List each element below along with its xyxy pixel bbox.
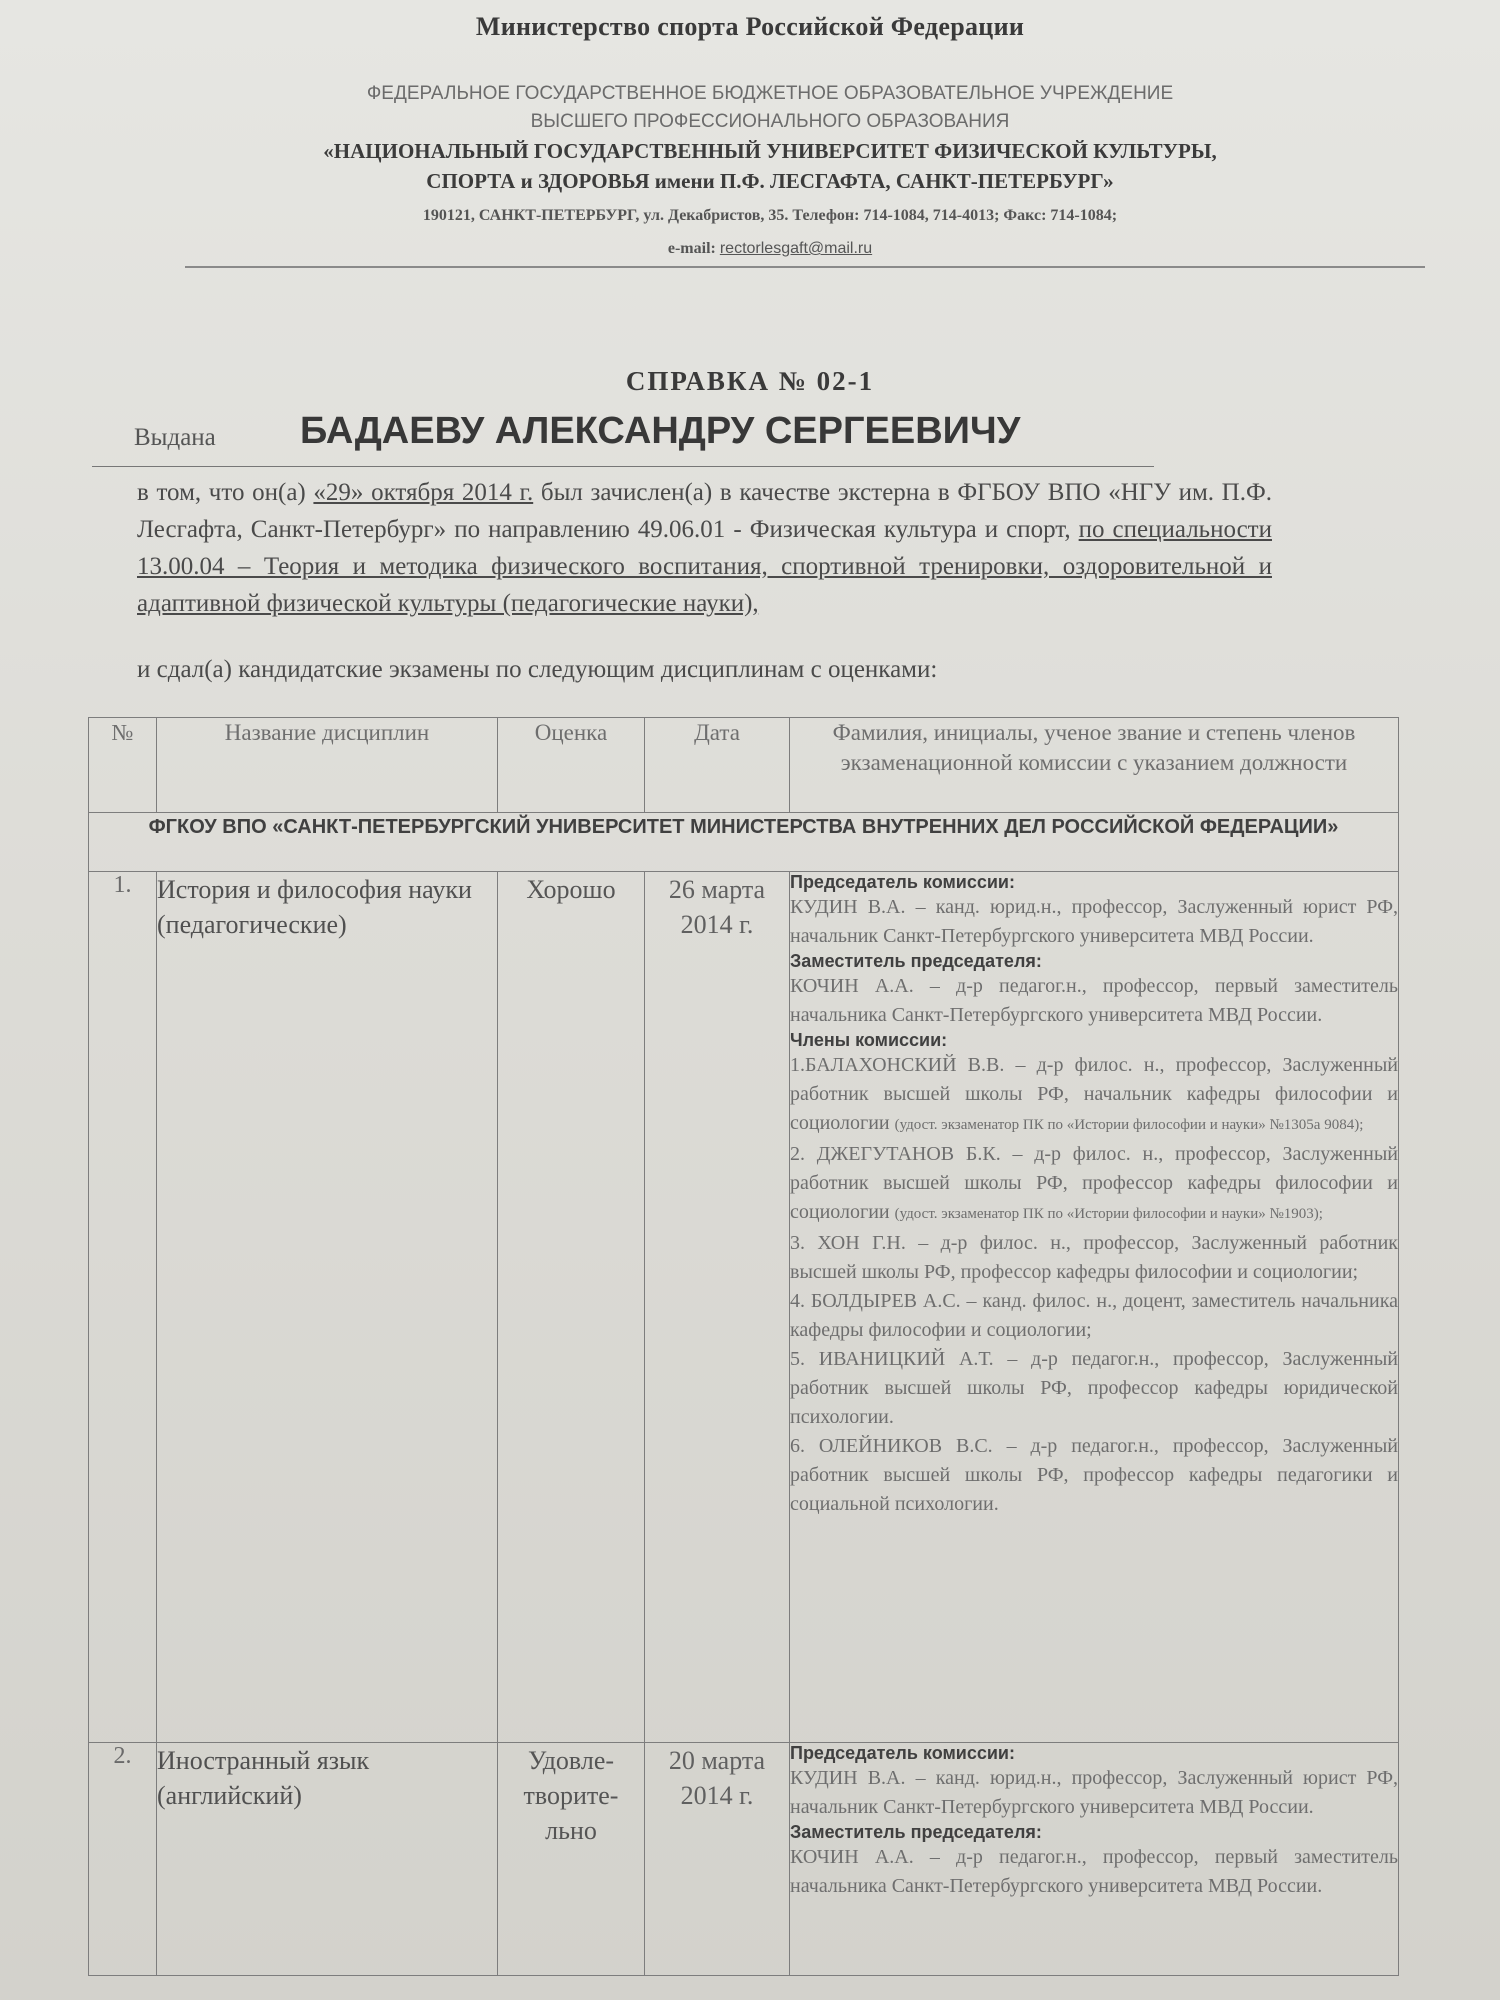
exams-table: [88, 717, 1399, 1976]
university-line-2: СПОРТА и ЗДОРОВЬЯ имени П.Ф. ЛЕСГАФТА, САНКТ-ПЕТЕРБУРГ»: [426, 169, 1114, 193]
speciality-text: по специальности 13.00.04 – Теория и методика физического воспитания, спортивной тренировки, оздоровительной и адаптивной физической культуры (педагогические науки),: [137, 516, 1272, 617]
enrollment-date: «29» октября 2014 г.: [313, 479, 534, 506]
row-num: 1.: [89, 872, 157, 1743]
row-commission: [790, 872, 1399, 1743]
row-discipline: История и философия науки (педагогические): [157, 872, 498, 1743]
deputy-label: Заместитель председателя:: [790, 951, 1042, 971]
row-commission: [790, 1743, 1399, 1976]
header-date: Дата: [645, 718, 790, 813]
certificate-body: [137, 474, 1272, 622]
email-label: e-mail:: [667, 240, 716, 257]
member-note: (удост. экзаменатор ПК по «Истории философии и науки» №1903);: [894, 1206, 1323, 1222]
address-line: 190121, САНКТ-ПЕТЕРБУРГ, ул. Декабристов, 35. Телефон: 714-1084, 714-4013; Факс: 714-1084;: [422, 207, 1118, 224]
member-note: (удост. экзаменатор ПК по «Истории философии и науки» №1305а 9084);: [894, 1117, 1364, 1133]
section-title: ФГКОУ ВПО «САНКТ-ПЕТЕРБУРГСКИЙ УНИВЕРСИТЕТ МИНИСТЕРСТВА ВНУТРЕННИХ ДЕЛ РОССИЙСКОЙ ФЕДЕРАЦИИ»: [89, 813, 1399, 872]
issued-underline: [92, 466, 1154, 467]
deputy-label: Заместитель председателя:: [790, 1822, 1042, 1842]
body-text-middle: был зачислен(а) в качестве экстерна в ФГБОУ ВПО «НГУ им. П.Ф. Лесгафта, Санкт-Петербург» по направлению 49.06.01 - Физическая культура и спорт,: [137, 479, 1272, 543]
row-date: 20 марта 2014 г.: [645, 1743, 790, 1976]
table-row: [89, 1743, 1399, 1976]
email-link[interactable]: rectorlesgaft@mail.ru: [719, 240, 873, 257]
table-header-row: [89, 718, 1399, 813]
row-num: 2.: [89, 1743, 157, 1976]
issued-to-name: БАДАЕВУ АЛЕКСАНДРУ СЕРГЕЕВИЧУ: [300, 410, 1021, 452]
commission-member-5: 5. ИВАНИЦКИЙ А.Т. – д-р педагог.н., профессор, Заслуженный работник высшей школы РФ, профессор кафедры юридической психологии.: [790, 1348, 1398, 1428]
row-grade: Удовле-творите-льно: [498, 1743, 645, 1976]
chair-label: Председатель комиссии:: [790, 872, 1015, 892]
chair-member: КУДИН В.А. – канд. юрид.н., профессор, Заслуженный юрист РФ, начальник Санкт-Петербургского университета МВД России.: [790, 896, 1398, 947]
certificate-title: СПРАВКА № 02-1: [625, 366, 875, 396]
header-commission: Фамилия, инициалы, ученое звание и степень членов экзаменационной комиссии с указанием должности: [790, 718, 1399, 813]
commission-member-2: 2. ДЖЕГУТАНОВ Б.К. – д-р филос. н., профессор, Заслуженный работник высшей школы РФ, профессор кафедры философии и социологии (удост. экзаменатор ПК по «Истории философии и науки» №1903);: [790, 1143, 1398, 1223]
row-discipline: Иностранный язык (английский): [157, 1743, 498, 1976]
commission-member-3: 3. ХОН Г.Н. – д-р филос. н., профессор, Заслуженный работник высшей школы РФ, профессор кафедры философии и социологии;: [790, 1232, 1398, 1283]
institution-line-1: ФЕДЕРАЛЬНОЕ ГОСУДАРСТВЕННОЕ БЮДЖЕТНОЕ ОБРАЗОВАТЕЛЬНОЕ УЧРЕЖДЕНИЕ: [366, 83, 1174, 104]
university-line-1: «НАЦИОНАЛЬНЫЙ ГОСУДАРСТВЕННЫЙ УНИВЕРСИТЕТ ФИЗИЧЕСКОЙ КУЛЬТУРЫ,: [323, 139, 1217, 163]
deputy-member: КОЧИН А.А. – д-р педагог.н., профессор, первый заместитель начальника Санкт-Петербургского университета МВД России.: [790, 1846, 1398, 1897]
commission-member-1: 1.БАЛАХОНСКИЙ В.В. – д-р филос. н., профессор, Заслуженный работник высшей школы РФ, начальник кафедры философии и социологии (удост. экзаменатор ПК по «Истории философии и науки» №1305а 9084);: [790, 1054, 1398, 1134]
header-divider: [185, 266, 1425, 268]
email-line: [200, 240, 1340, 258]
header-discipline: Название дисциплин: [157, 718, 498, 813]
chair-member: КУДИН В.А. – канд. юрид.н., профессор, Заслуженный юрист РФ, начальник Санкт-Петербургского университета МВД России.: [790, 1767, 1398, 1818]
body-text-start: в том, что он(а): [137, 479, 314, 506]
ministry-heading: Министерство спорта Российской Федерации: [475, 12, 1025, 41]
commission-member-6: 6. ОЛЕЙНИКОВ В.С. – д-р педагог.н., профессор, Заслуженный работник высшей школы РФ, профессор кафедры педагогики и социальной психологии.: [790, 1435, 1398, 1515]
chair-label: Председатель комиссии:: [790, 1743, 1015, 1763]
table-row: [89, 872, 1399, 1743]
institution-line-2: ВЫСШЕГО ПРОФЕССИОНАЛЬНОГО ОБРАЗОВАНИЯ: [530, 111, 1010, 132]
table-section-row: [89, 813, 1399, 872]
issued-label: Выдана: [134, 424, 216, 451]
deputy-member: КОЧИН А.А. – д-р педагог.н., профессор, первый заместитель начальника Санкт-Петербургского университета МВД России.: [790, 975, 1398, 1026]
row-grade: Хорошо: [498, 872, 645, 1743]
header-grade: Оценка: [498, 718, 645, 813]
header-num: №: [89, 718, 157, 813]
row-date: 26 марта 2014 г.: [645, 872, 790, 1743]
members-label: Члены комиссии:: [790, 1030, 948, 1050]
commission-member-4: 4. БОЛДЫРЕВ А.С. – канд. филос. н., доцент, заместитель начальника кафедры философии и социологии;: [790, 1290, 1398, 1341]
exams-intro: и сдал(а) кандидатские экзамены по следующим дисциплинам с оценками:: [137, 656, 938, 683]
